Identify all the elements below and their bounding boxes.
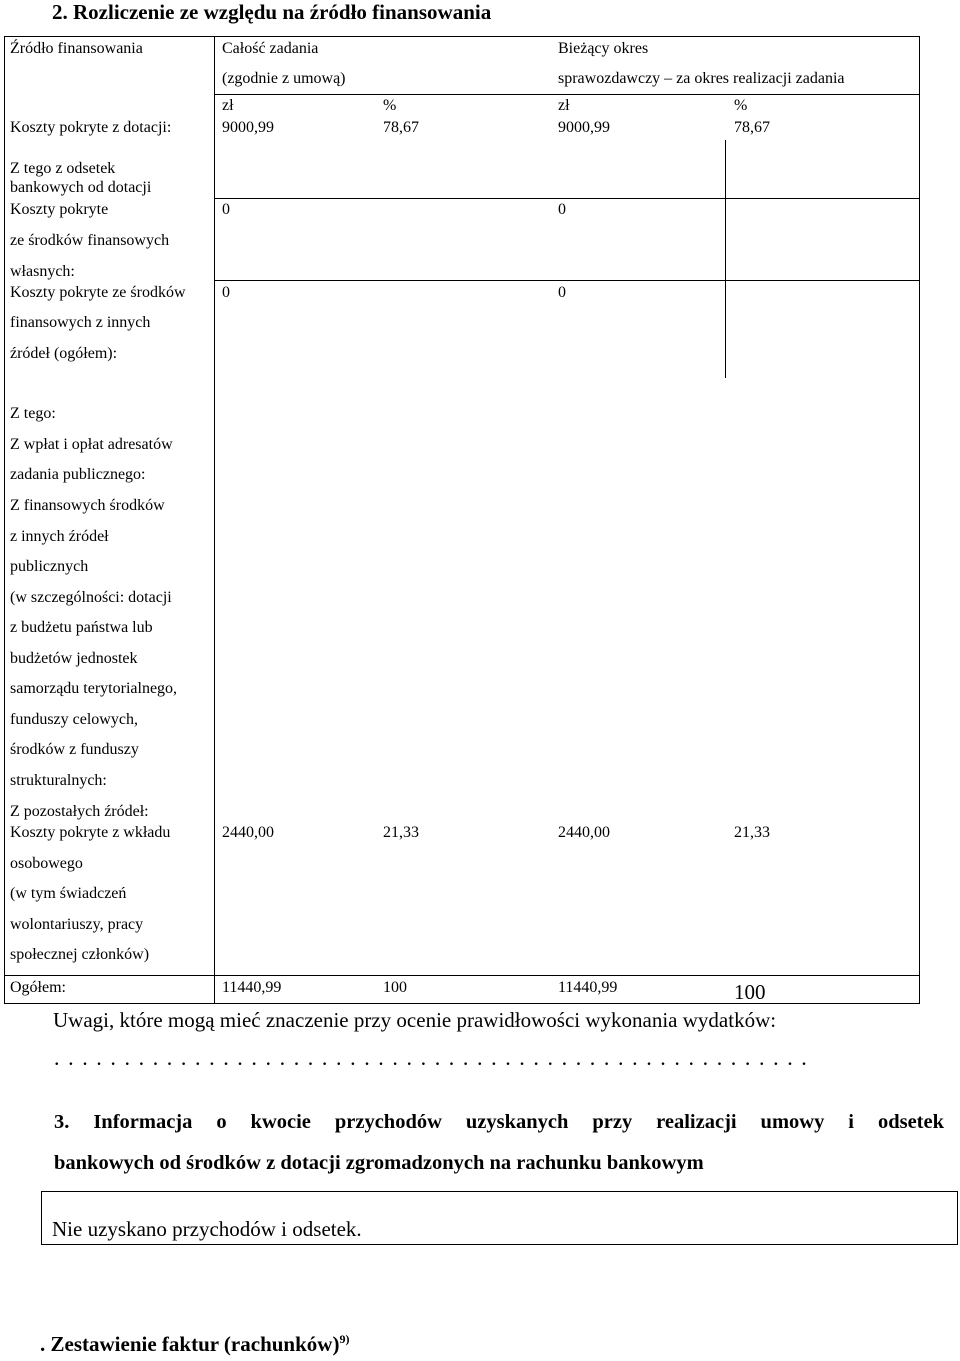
- row-breakdown-label-2: Z wpłat i opłat adresatów: [10, 436, 173, 453]
- row-own-funds-label-1: Koszty pokryte: [10, 201, 109, 218]
- row-subsidy-current-pct: 78,67: [734, 119, 770, 136]
- row-breakdown-label-8: z budżetu państwa lub: [10, 619, 153, 636]
- row-total-total-pct: 100: [383, 979, 407, 996]
- header-total: Całość zadania: [222, 40, 319, 57]
- row-own-funds-total: 0: [222, 201, 230, 218]
- header-unit-pln-total: zł: [222, 97, 234, 114]
- section-4-title-text: . Zestawienie faktur (rachunków): [40, 1332, 340, 1356]
- notes-dotted-line: ......................................................: [54, 1045, 816, 1070]
- header-unit-pct-current: %: [734, 97, 748, 114]
- table-divider-row-own-funds: [214, 198, 920, 199]
- row-breakdown-label-6: publicznych: [10, 558, 89, 575]
- section-3-answer-text: Nie uzyskano przychodów i odsetek.: [52, 1217, 362, 1241]
- table-border-right: [919, 36, 920, 1004]
- header-unit-pct-total: %: [383, 97, 397, 114]
- row-subsidy-total-pct: 78,67: [383, 119, 419, 136]
- table-divider-row-other-sources: [214, 280, 920, 281]
- row-subsidy-label: Koszty pokryte z dotacji:: [10, 119, 172, 136]
- row-breakdown-label-14: Z pozostałych źródeł:: [10, 803, 149, 820]
- row-other-sources-label-3: źródeł (ogółem):: [10, 345, 118, 362]
- row-personal-contribution-label-5: społecznej członków): [10, 946, 150, 963]
- row-other-sources-label-2: finansowych z innych: [10, 314, 151, 331]
- table-divider-col-4: [725, 140, 726, 378]
- row-other-sources-total: 0: [222, 284, 230, 301]
- row-breakdown-label-12: środków z funduszy: [10, 741, 139, 758]
- table-divider-row-total: [4, 975, 920, 976]
- row-total-current-pct: 100: [734, 980, 766, 1004]
- row-breakdown-label-1: Z tego:: [10, 405, 56, 422]
- row-interest-label-1: Z tego z odsetek: [10, 160, 116, 177]
- row-breakdown-label-9: budżetów jednostek: [10, 650, 138, 667]
- table-divider-col-1: [214, 36, 215, 1004]
- header-current-sub: sprawozdawczy – za okres realizacji zadania: [558, 70, 845, 87]
- row-own-funds-current: 0: [558, 201, 566, 218]
- section-4-footnote-marker: 9): [339, 1332, 350, 1346]
- row-other-sources-label-1: Koszty pokryte ze środków: [10, 284, 186, 301]
- row-personal-contribution-current-pln: 2440,00: [558, 824, 610, 841]
- header-current: Bieżący okres: [558, 40, 649, 57]
- table-border-bottom: [4, 1003, 920, 1004]
- table-divider-unit-header: [214, 94, 920, 95]
- header-unit-pln-current: zł: [558, 97, 570, 114]
- row-personal-contribution-label-4: wolontariuszy, pracy: [10, 916, 144, 933]
- row-subsidy-total-pln: 9000,99: [222, 119, 274, 136]
- row-interest-label-2: bankowych od dotacji: [10, 179, 152, 196]
- row-other-sources-current: 0: [558, 284, 566, 301]
- table-border-left: [4, 36, 5, 1004]
- section-3-title-line-1: 3. Informacja o kwocie przychodów uzyskanych przy realizacji umowy i odsetek: [54, 1111, 944, 1133]
- section-3-title-line-2: bankowych od środków z dotacji zgromadzonych na rachunku bankowym: [54, 1152, 704, 1174]
- table-border-top: [4, 36, 920, 37]
- section-2-title: 2. Rozliczenie ze względu na źródło finansowania: [52, 0, 492, 24]
- header-source: Źródło finansowania: [10, 40, 143, 57]
- row-personal-contribution-total-pln: 2440,00: [222, 824, 274, 841]
- row-total-label: Ogółem:: [10, 979, 66, 996]
- row-total-current-pln: 11440,99: [558, 979, 618, 996]
- row-breakdown-label-13: strukturalnych:: [10, 772, 107, 789]
- row-breakdown-label-3: zadania publicznego:: [10, 466, 146, 483]
- row-total-total-pln: 11440,99: [222, 979, 282, 996]
- header-total-sub: (zgodnie z umową): [222, 70, 346, 87]
- row-personal-contribution-current-pct: 21,33: [734, 824, 770, 841]
- row-own-funds-label-2: ze środków finansowych: [10, 232, 170, 249]
- row-breakdown-label-4: Z finansowych środków: [10, 497, 165, 514]
- row-breakdown-label-10: samorządu terytorialnego,: [10, 680, 178, 697]
- row-subsidy-current-pln: 9000,99: [558, 119, 610, 136]
- section-4-title: [40, 1332, 349, 1357]
- row-personal-contribution-label-2: osobowego: [10, 855, 83, 872]
- row-breakdown-label-7: (w szczególności: dotacji: [10, 589, 172, 606]
- notes-label: Uwagi, które mogą mieć znaczenie przy ocenie prawidłowości wykonania wydatków:: [53, 1008, 777, 1032]
- row-breakdown-label-5: z innych źródeł: [10, 528, 109, 545]
- row-personal-contribution-label-1: Koszty pokryte z wkładu: [10, 824, 171, 841]
- row-breakdown-label-11: funduszy celowych,: [10, 711, 138, 728]
- row-own-funds-label-3: własnych:: [10, 263, 75, 280]
- row-personal-contribution-total-pct: 21,33: [383, 824, 419, 841]
- row-personal-contribution-label-3: (w tym świadczeń: [10, 885, 127, 902]
